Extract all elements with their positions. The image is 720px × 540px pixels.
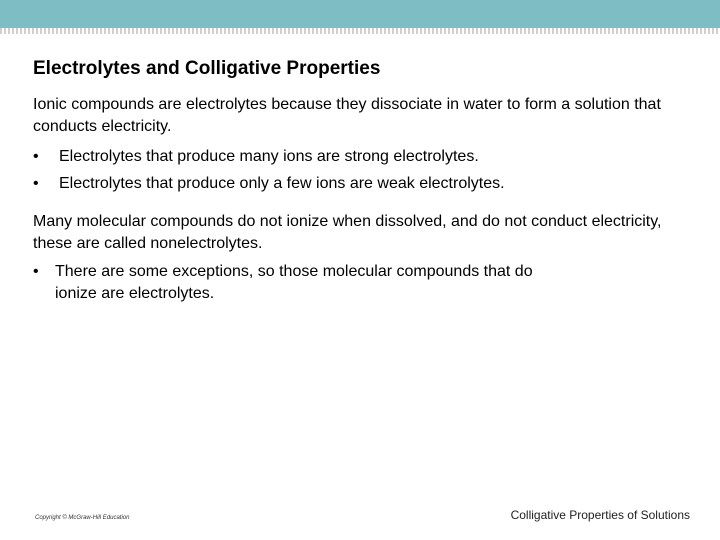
- paragraph-ionic-compounds: Ionic compounds are electrolytes because they dissociate in water to form a solution that conducts electricity.: [33, 96, 661, 135]
- bullet-weak-electrolytes: [33, 173, 505, 195]
- bullet-icon: •: [33, 175, 39, 192]
- paragraph-molecular-compounds: Many molecular compounds do not ionize when dissolved, and do not conduct electricity, these are called nonelectrolytes.: [33, 213, 662, 252]
- copyright-notice: Copyright © McGraw-Hill Education: [35, 515, 130, 521]
- bullet-text-continued: ionize are electrolytes.: [55, 285, 215, 302]
- footer-section-title: Colligative Properties of Solutions: [510, 508, 690, 522]
- bullet-text: Electrolytes that produce only a few ions are weak electrolytes.: [59, 175, 505, 192]
- bullet-text: Electrolytes that produce many ions are strong electrolytes.: [59, 148, 479, 165]
- slide-title: Electrolytes and Colligative Properties: [33, 58, 381, 79]
- bullet-strong-electrolytes: [33, 146, 479, 168]
- bullet-text: There are some exceptions, so those molecular compounds that do: [55, 263, 533, 280]
- bullet-icon: •: [33, 148, 39, 165]
- header-divider: [0, 28, 720, 34]
- header-band: [0, 0, 720, 28]
- bullet-icon: •: [33, 263, 39, 280]
- bullet-exceptions: [33, 261, 633, 305]
